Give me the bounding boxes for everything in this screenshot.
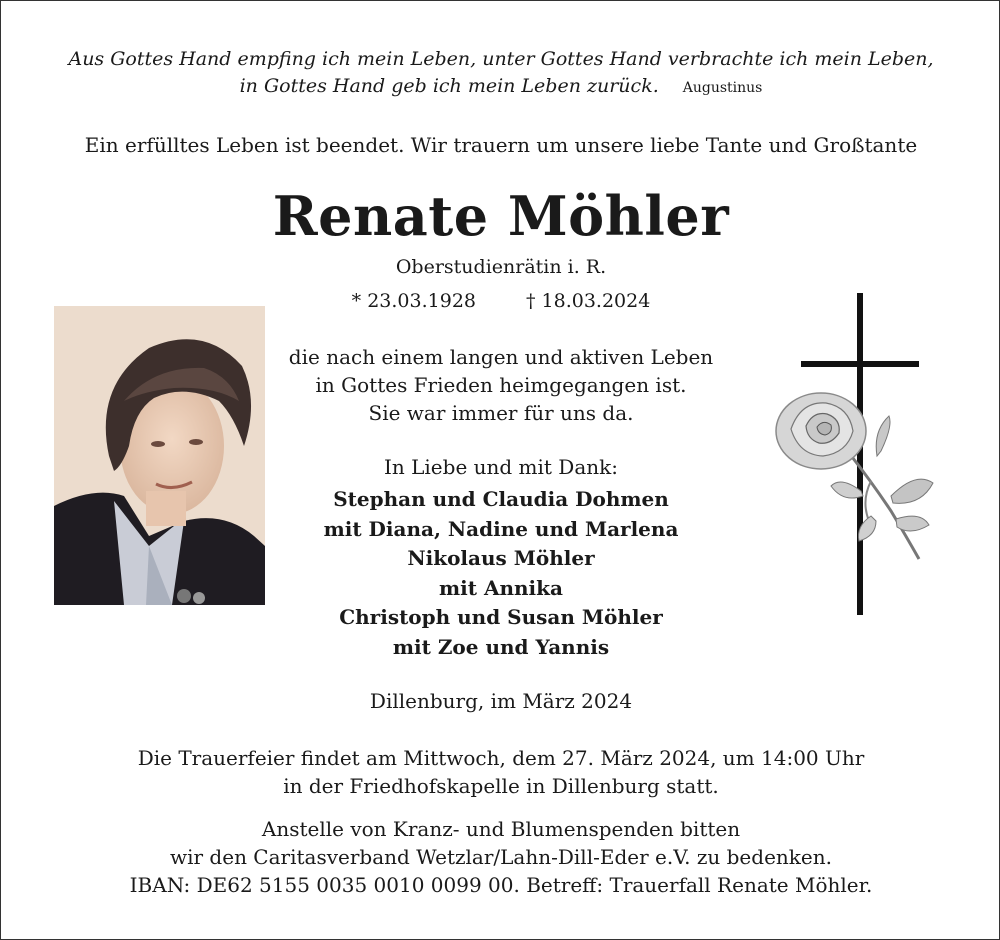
motto-line-2 [1,73,1000,102]
message-line: die nach einem langen und aktiven Leben [288,345,714,369]
death-date: † 18.03.2024 [526,290,651,312]
intro-text: Ein erfülltes Leben ist beendet. Wir trauern um unsere liebe Tante und Großtante [84,133,918,157]
cross-with-rose [761,291,941,621]
donation-info [1,815,1000,899]
motto [1,46,1000,102]
donation-line: wir den Caritasverband Wetzlar/Lahn-Dill-Eder e.V. zu bedenken. [170,845,832,869]
thanks-line: In Liebe und mit Dank: [383,455,619,479]
deceased-title: Oberstudienrätin i. R. [395,256,607,278]
motto-line-1: Aus Gottes Hand empfing ich mein Leben, unter Gottes Hand verbrachte ich mein Leben, [68,48,934,70]
rose-icon [776,393,933,559]
cross-icon [761,291,941,621]
family-member: Christoph und Susan Möhler [339,605,663,629]
message-line: in Gottes Frieden heimgegangen ist. [315,373,687,397]
funeral-line: Die Trauerfeier findet am Mittwoch, dem 27. März 2024, um 14:00 Uhr [137,746,865,770]
birth-date: * 23.03.1928 [351,290,476,312]
family-member: Stephan und Claudia Dohmen [333,487,669,511]
message-line: Sie war immer für uns da. [368,401,634,425]
donation-line: Anstelle von Kranz- und Blumenspenden bitten [261,817,741,841]
family-member: mit Annika [439,575,563,600]
family-member: mit Diana, Nadine und Marlena [323,516,679,541]
funeral-line: in der Friedhofskapelle in Dillenburg statt. [283,774,719,798]
motto-line-2-text: in Gottes Hand geb ich mein Leben zurück. [239,75,659,97]
deceased-name: Renate Möhler [272,184,730,248]
donation-line: IBAN: DE62 5155 0035 0010 0099 00. Betreff: Trauerfall Renate Möhler. [129,873,873,897]
funeral-info [1,744,1000,800]
family-member: mit Zoe und Yannis [392,634,610,659]
place-date: Dillenburg, im März 2024 [369,689,633,713]
family-member: Nikolaus Möhler [407,546,595,570]
motto-author: Augustinus [682,80,763,96]
